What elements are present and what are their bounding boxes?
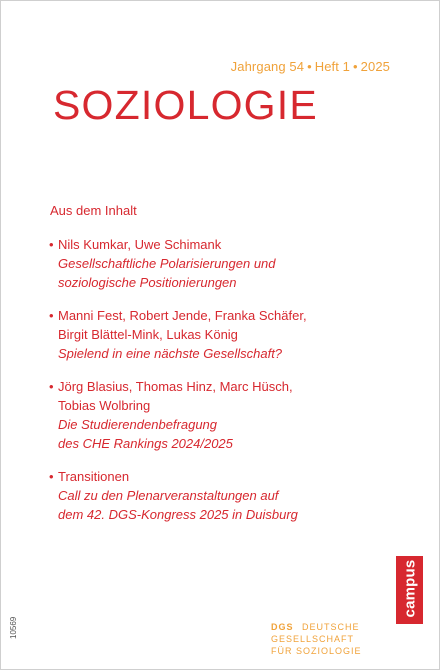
issue-separator: •	[307, 59, 312, 74]
entry-authors-continued: Tobias Wolbring	[58, 398, 151, 413]
contents-entry	[49, 377, 379, 453]
society-line-1: DEUTSCHE	[302, 622, 360, 632]
society-row-1	[271, 621, 411, 633]
entry-title-line: des CHE Rankings 2024/2025	[58, 436, 233, 451]
contents-list	[49, 235, 379, 538]
society-line-3: FÜR SOZIOLOGIE	[271, 646, 362, 656]
contents-entry	[49, 235, 379, 292]
issue-separator: •	[353, 59, 358, 74]
contents-entry	[49, 467, 379, 524]
contents-heading: Aus dem Inhalt	[50, 203, 137, 218]
society-name	[271, 621, 411, 657]
campus-logo-text: campus	[401, 559, 419, 618]
entry-title-line: Gesellschaftliche Polarisierungen und	[58, 256, 276, 271]
entry-section: Transitionen	[58, 469, 130, 484]
society-line-2: GESELLSCHAFT	[271, 634, 355, 644]
entry-title-line: soziologische Positionierungen	[58, 275, 237, 290]
entry-authors-continued: Birgit Blättel-Mink, Lukas König	[58, 327, 238, 342]
campus-logo	[396, 556, 423, 624]
journal-title: SOZIOLOGIE	[53, 82, 318, 128]
contents-entry	[49, 306, 379, 363]
society-abbr: DGS	[271, 622, 294, 632]
entry-title-line: Call zu den Plenarveranstaltungen auf	[58, 488, 279, 503]
entry-authors: Jörg Blasius, Thomas Hinz, Marc Hüsch,	[58, 379, 293, 394]
bullet: •	[49, 237, 54, 252]
issue-number: Heft 1	[314, 59, 351, 74]
entry-authors: Nils Kumkar, Uwe Schimank	[58, 237, 222, 252]
issue-info	[1, 59, 390, 74]
bullet: •	[49, 308, 54, 323]
entry-authors: Manni Fest, Robert Jende, Franka Schäfer,	[58, 308, 307, 323]
entry-title-line: Spielend in eine nächste Gesellschaft?	[58, 346, 283, 361]
bullet: •	[49, 379, 54, 394]
issue-year: 2025	[360, 59, 390, 74]
side-number: 10569	[9, 616, 18, 639]
entry-title-line: Die Studierendenbefragung	[58, 417, 218, 432]
issue-volume: Jahrgang 54	[230, 59, 305, 74]
bullet: •	[49, 469, 54, 484]
entry-title-line: dem 42. DGS-Kongress 2025 in Duisburg	[58, 507, 298, 522]
